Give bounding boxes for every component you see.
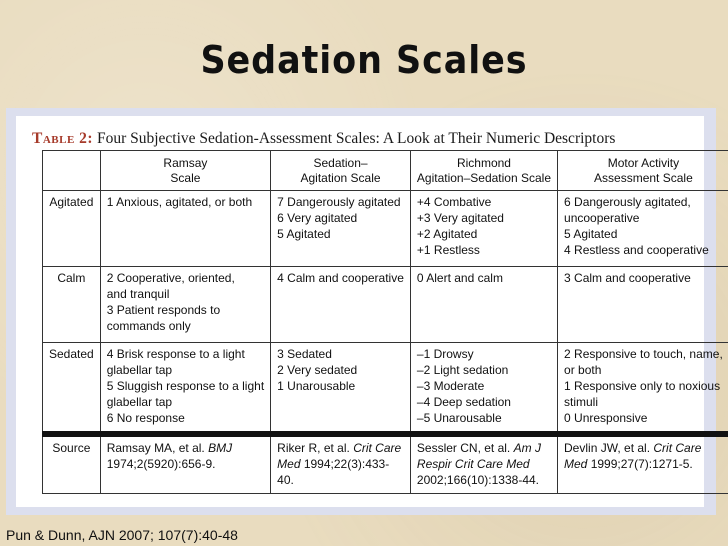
cell-line: glabellar tap [106, 394, 173, 409]
sedation-scales-table [42, 150, 728, 494]
citation-authors: Sessler CN, et al. [416, 441, 514, 456]
cell-line: –4 Deep sedation [416, 394, 511, 409]
header-sas [271, 151, 411, 191]
cell-line: –1 Drowsy [416, 346, 474, 361]
citation-journal: Am J Respir Crit Care Med [416, 441, 541, 472]
source-cell-maas [558, 434, 728, 493]
table-cell [100, 191, 270, 267]
header-ramsay-line1: Ramsay [163, 155, 208, 170]
cell-line: 1 Responsive only to noxious [564, 378, 721, 393]
cell-line: 4 Calm and cooperative [277, 270, 404, 285]
citation-volume: 2002;166(10):1338-44. [416, 473, 540, 488]
row-label-source: Source [43, 434, 101, 493]
table-cell [100, 342, 270, 434]
source-cell-ramsay [100, 434, 270, 493]
cell-line: 0 Unresponsive [564, 410, 648, 425]
cell-line: 6 Dangerously agitated, [564, 195, 691, 209]
cell-line: 4 Restless and cooperative [564, 243, 709, 257]
header-rass [410, 151, 557, 191]
header-maas-line2: Assessment Scale [594, 170, 693, 185]
table-row [43, 191, 728, 267]
table-caption-tag: Table 2: [32, 130, 94, 147]
cell-line: 1 Anxious, agitated, or both [106, 195, 253, 209]
header-row [43, 151, 728, 191]
table-cell [410, 191, 557, 267]
table-cell [100, 266, 270, 342]
citation [564, 440, 723, 472]
header-maas-line1: Motor Activity [607, 155, 680, 170]
slide-title: Sedation Scales [200, 38, 528, 82]
cell-line: –2 Light sedation [416, 362, 509, 377]
table-cell [271, 191, 411, 267]
cell-line: 7 Dangerously agitated [277, 195, 401, 209]
table-cell [271, 266, 411, 342]
citation-volume: 1999;27(7):1271-5. [587, 457, 693, 472]
citation-journal: BMJ [208, 441, 233, 456]
citation-volume: 1994;22(3):433-40. [277, 457, 390, 488]
table-cell [558, 266, 728, 342]
cell-line: 3 Sedated [277, 346, 332, 361]
cell-line: and tranquil [106, 286, 170, 301]
citation-journal: Crit Care Med [564, 441, 702, 472]
citation-journal: Crit Care Med [277, 441, 402, 472]
cell-line: 6 Very agitated [277, 211, 358, 225]
cell-line: 5 Agitated [564, 227, 618, 241]
citation [417, 440, 551, 488]
header-sas-line1: Sedation– [313, 155, 368, 170]
cell-line: stimuli [564, 394, 599, 409]
citation-authors: Devlin JW, et al. [564, 441, 654, 456]
cell-line: +1 Restless [416, 243, 480, 257]
table-cell [558, 342, 728, 434]
citation-volume: 1974;2(5920):656-9. [106, 457, 216, 472]
cell-line: commands only [106, 318, 191, 333]
citation [107, 440, 264, 472]
header-maas [558, 151, 728, 191]
cell-line: 2 Very sedated [277, 362, 358, 377]
citation-authors: Ramsay MA, et al. [106, 441, 209, 456]
header-ramsay [100, 151, 270, 191]
cell-line: 2 Cooperative, oriented, [106, 270, 235, 285]
table-cell [558, 191, 728, 267]
source-cell-sas [271, 434, 411, 493]
table-row [43, 266, 728, 342]
source-cell-rass [410, 434, 557, 493]
cell-line: 4 Brisk response to a light [106, 346, 245, 361]
citation-authors: Riker R, et al. [277, 441, 354, 456]
header-sas-line2: Agitation Scale [300, 170, 381, 185]
table-cell [410, 266, 557, 342]
footer-citation: Pun & Dunn, AJN 2007; 107(7):40-48 [6, 527, 238, 543]
cell-line: 1 Unarousable [277, 378, 356, 393]
header-rass-line2: Agitation–Sedation Scale [416, 170, 552, 185]
cell-line: or both [564, 362, 602, 377]
cell-line: uncooperative [564, 211, 640, 225]
cell-line: 5 Agitated [277, 227, 331, 241]
row-label-calm: Calm [43, 266, 101, 342]
cell-line: +3 Very agitated [416, 211, 504, 225]
table-caption-text: Four Subjective Sedation-Assessment Scales: A Look at Their Numeric Descriptors [96, 130, 616, 147]
table-row [43, 342, 728, 434]
header-rass-line1: Richmond [456, 155, 511, 170]
cell-line: 0 Alert and calm [416, 270, 503, 285]
row-label-agitated: Agitated [43, 191, 101, 267]
header-ramsay-line2: Scale [170, 170, 201, 185]
cell-line: glabellar tap [106, 362, 173, 377]
table-cell [271, 342, 411, 434]
header-corner [43, 151, 101, 191]
cell-line: 5 Sluggish response to a light [106, 378, 265, 393]
table-caption [32, 130, 615, 148]
cell-line: +2 Agitated [416, 227, 478, 241]
source-row [43, 434, 728, 493]
citation [277, 440, 404, 488]
row-label-sedated: Sedated [43, 342, 101, 434]
table-cell [410, 342, 557, 434]
cell-line: +4 Combative [416, 195, 492, 209]
cell-line: 2 Responsive to touch, name, [564, 346, 723, 361]
cell-line: 3 Patient responds to [106, 302, 221, 317]
cell-line: –5 Unarousable [416, 410, 502, 425]
cell-line: 3 Calm and cooperative [564, 270, 691, 285]
cell-line: –3 Moderate [416, 378, 485, 393]
cell-line: 6 No response [106, 410, 185, 425]
